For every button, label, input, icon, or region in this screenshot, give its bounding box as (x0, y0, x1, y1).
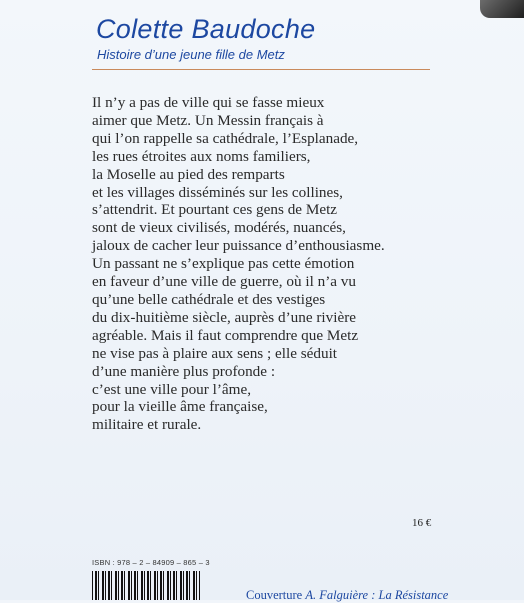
blurb-line: d’une manière plus profonde : (92, 362, 276, 380)
blurb-line: et les villages disséminés sur les collines, (92, 183, 343, 201)
blurb-line: sont de vieux civilisés, modérés, nuancés, (92, 219, 346, 237)
blurb-line: aimer que Metz. Un Messin français à (92, 111, 324, 129)
book-subtitle: Histoire d’une jeune fille de Metz (97, 47, 285, 62)
cover-credit (246, 588, 448, 603)
blurb-line: jaloux de cacher leur puissance d’enthousiasme. (92, 237, 385, 255)
book-title: Colette Baudoche (96, 14, 316, 44)
cover-credit-artwork: A. Falguière : La Résistance (305, 588, 449, 602)
cover-photo-fragment (480, 0, 524, 18)
blurb-line: Il n’y a pas de ville qui se fasse mieux (92, 94, 325, 111)
blurb-line: s’attendrit. Et pourtant ces gens de Metz (92, 201, 338, 219)
blurb-line: qui l’on rappelle sa cathédrale, l’Esplanade, (92, 129, 359, 147)
blurb-line: militaire et rurale. (92, 416, 202, 434)
cover-credit-label: Couverture (246, 588, 303, 602)
blurb-line: qu’une belle cathédrale et des vestiges (92, 290, 326, 308)
price-label: 16 € (412, 517, 432, 529)
blurb-line: la Moselle au pied des remparts (92, 165, 285, 183)
blurb-line: pour la vieille âme française, (92, 398, 268, 416)
isbn-text: ISBN : 978 – 2 – 84909 – 865 – 3 (92, 558, 210, 567)
blurb-line: ne vise pas à plaire aux sens ; elle séduit (92, 344, 338, 362)
blurb-line: Un passant ne s’explique pas cette émotion (92, 255, 355, 273)
blurb-line: en faveur d’une ville de guerre, où il n’a vu (92, 273, 356, 291)
title-divider (92, 69, 430, 70)
blurb-line: du dix-huitième siècle, auprès d’une rivière (92, 308, 356, 326)
blurb-line: agréable. Mais il faut comprendre que Metz (92, 326, 359, 344)
barcode-icon (92, 571, 200, 600)
blurb-text (92, 94, 432, 434)
blurb-line: c’est une ville pour l’âme, (92, 380, 251, 398)
blurb-line: les rues étroites aux noms familiers, (92, 147, 311, 165)
